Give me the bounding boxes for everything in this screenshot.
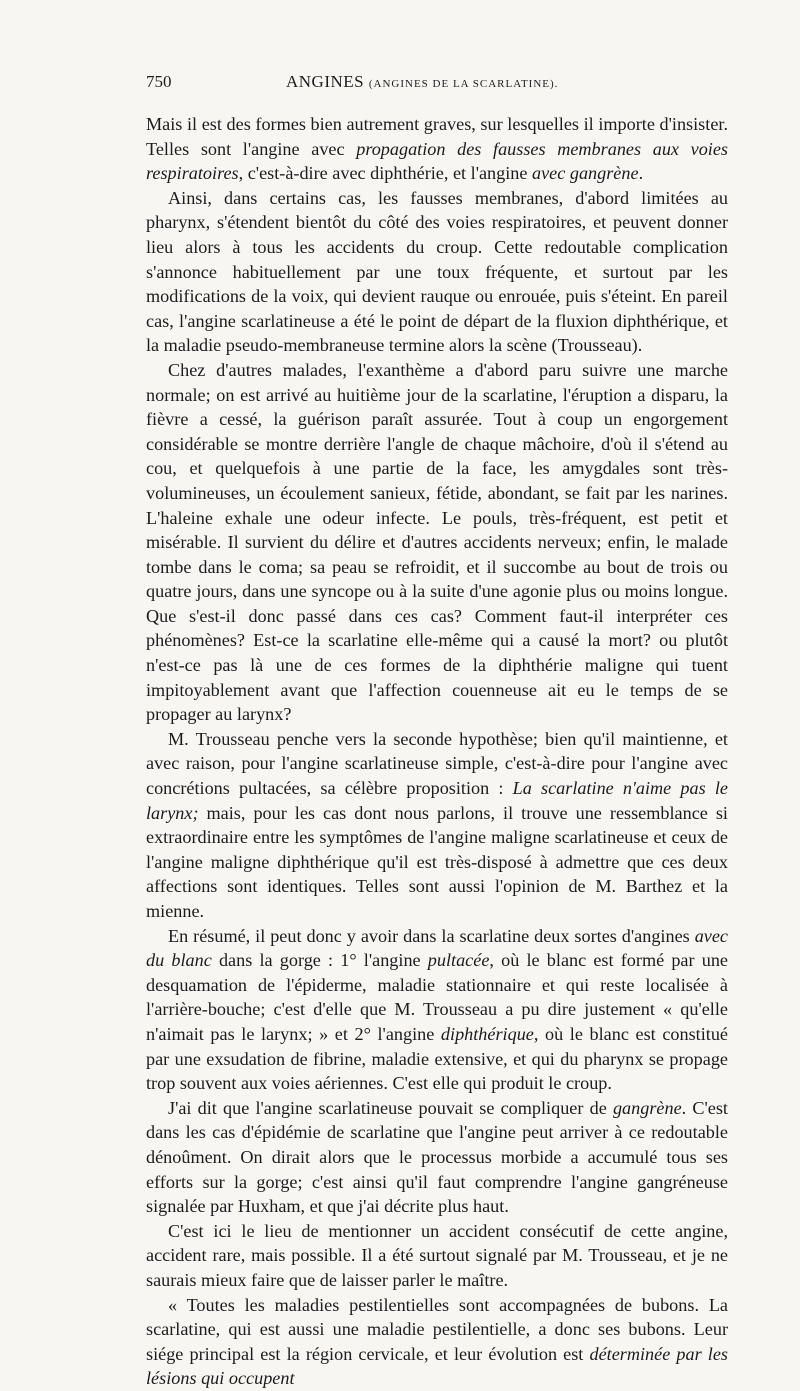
text-run: J'ai dit que l'angine scarlatineuse pouvait se compliquer de	[168, 1097, 613, 1118]
page-number: 750	[146, 72, 172, 91]
text-run: mais, pour les cas dont nous parlons, il trouve une ressemblance si extraordinaire entre les symptômes de l'angine maligne scarlatineuse et ceux de l'angine maligne diphthérique qu'il est très-disposé à admettre que ces deux affections sont identiques. Telles sont aussi l'opinion de M. Barthez et la mienne.	[146, 802, 728, 921]
text-run: , où le blanc est formé par une desquamation de l'épiderme, maladie stationnaire et qui reste localisée à l'arrière-bouche; c'est d'elle que M. Trousseau a pu dire justement « qu'elle n'aimait pas le larynx; » et 2° l'angine	[146, 950, 728, 1044]
text-run: « Toutes les maladies pestilentielles sont accompagnées de bubons. La scarlatine, qui est aussi une maladie pestilentielle, a donc ses bubons. Leur siége principal est la région cervicale, et leur évolution est	[146, 1294, 728, 1364]
text-run: Chez d'autres malades, l'exanthème a d'abord paru suivre une marche normale; on est arrivé au huitième jour de la scarlatine, l'éruption a disparu, la fièvre a cessé, la guérison paraît assurée. Tout à coup un engorgement considérable se montre derrière l'angle de chaque mâchoire, d'où il s'étend au cou, et quelquefois à une partie de la face, les amygdales sont très-volumineuses, un écoulement sanieux, fétide, abondant, se fait par les narines. L'haleine exhale une odeur infecte. Le pouls, très-fréquent, est petit et misérable. Il survient du délire et d'autres accidents nerveux; enfin, le malade tombe dans le coma; sa peau se refroidit, et il succombe au bout de trois ou quatre jours, dans une syncope ou à la suite d'une agonie plus ou moins longue. Que s'est-il donc passé dans ces cas? Comment faut-il interpréter ces phénomènes? Est-ce la scarlatine elle-même qui a causé la mort? ou plutôt n'est-ce pas là une de ces formes de la diphthérie maligne qui tuent impitoyablement avant que l'affection couenneuse ait eu le temps de se propager au larynx?	[146, 359, 728, 725]
italic-text-run: pultacée	[427, 950, 490, 971]
paragraph	[146, 727, 728, 924]
paragraph	[146, 1293, 728, 1391]
running-title	[286, 72, 558, 92]
italic-text-run: gangrène	[612, 1097, 682, 1118]
paragraph	[146, 1219, 728, 1293]
text-run: En résumé, il peut donc y avoir dans la scarlatine deux sortes d'angines	[168, 925, 695, 946]
italic-text-run: avec du blanc	[146, 925, 728, 971]
italic-text-run: La scarlatine n'aime pas le larynx;	[146, 778, 728, 823]
italic-text-run: avec gangrène	[532, 163, 639, 184]
italic-text-run: déterminée par les lésions qui occupent	[146, 1343, 729, 1389]
running-title-subtitle: (ANGINES DE LA SCARLATINE).	[368, 78, 559, 90]
text-run: M. Trousseau penche vers la seconde hypothèse; bien qu'il maintienne, et avec raison, pour l'angine scarlatineuse simple, c'est-à-dire pour l'angine avec concrétions pultacées, sa célèbre proposition :	[146, 728, 728, 799]
paragraph	[146, 358, 728, 727]
text-run: , où le blanc est constitué par une exsudation de fibrine, maladie extensive, et qui du pharynx se propage trop souvent aux voies aériennes. C'est elle qui produit le croup.	[146, 1023, 728, 1094]
text-run: dans la gorge : 1° l'angine	[211, 950, 428, 971]
text-run: , c'est-à-dire avec diphthérie, et l'angine	[238, 163, 532, 184]
italic-text-run: diphthérique	[440, 1023, 534, 1044]
text-run: C'est ici le lieu de mentionner un accident consécutif de cette angine, accident rare, mais possible. Il a été surtout signalé par M. Trousseau, et je ne saurais mieux faire que de laisser parler le maître.	[146, 1220, 728, 1290]
text-run: .	[638, 163, 644, 184]
paragraph	[146, 186, 728, 358]
running-title-main: ANGINES	[286, 72, 365, 91]
paragraph	[146, 112, 728, 186]
text-run: Ainsi, dans certains cas, les fausses membranes, d'abord limitées au pharynx, s'étendent bientôt du côté des voies respiratoires, et peuvent donner lieu alors à tous les accidents du croup. Cette redoutable complication s'annonce habituellement par une toux fréquente, et surtout par les modifications de la voix, qui devient rauque ou enrouée, puis s'éteint. En pareil cas, l'angine scarlatineuse a été le point de départ de la fluxion diphthérique, et la maladie pseudo-membraneuse termine alors la scène (Trousseau).	[146, 187, 728, 356]
paragraph	[146, 924, 728, 1096]
running-header	[146, 72, 728, 104]
text-run: Mais il est des formes bien autrement graves, sur lesquelles il importe d'insister. Telles sont l'angine avec	[146, 114, 728, 159]
text-run: . C'est dans les cas d'épidémie de scarlatine que l'angine peut arriver à ce redoutable dénoûment. On dirait alors que le processus morbide a accumulé tous ses efforts sur la gorge; c'est ainsi qu'il faut comprendre l'angine gangréneuse signalée par Huxham, et que j'ai décrite plus haut.	[146, 1097, 728, 1217]
italic-text-run: propagation des fausses membranes aux voies respiratoires	[146, 138, 729, 184]
paragraph	[146, 1096, 728, 1219]
body-text	[146, 112, 728, 1391]
